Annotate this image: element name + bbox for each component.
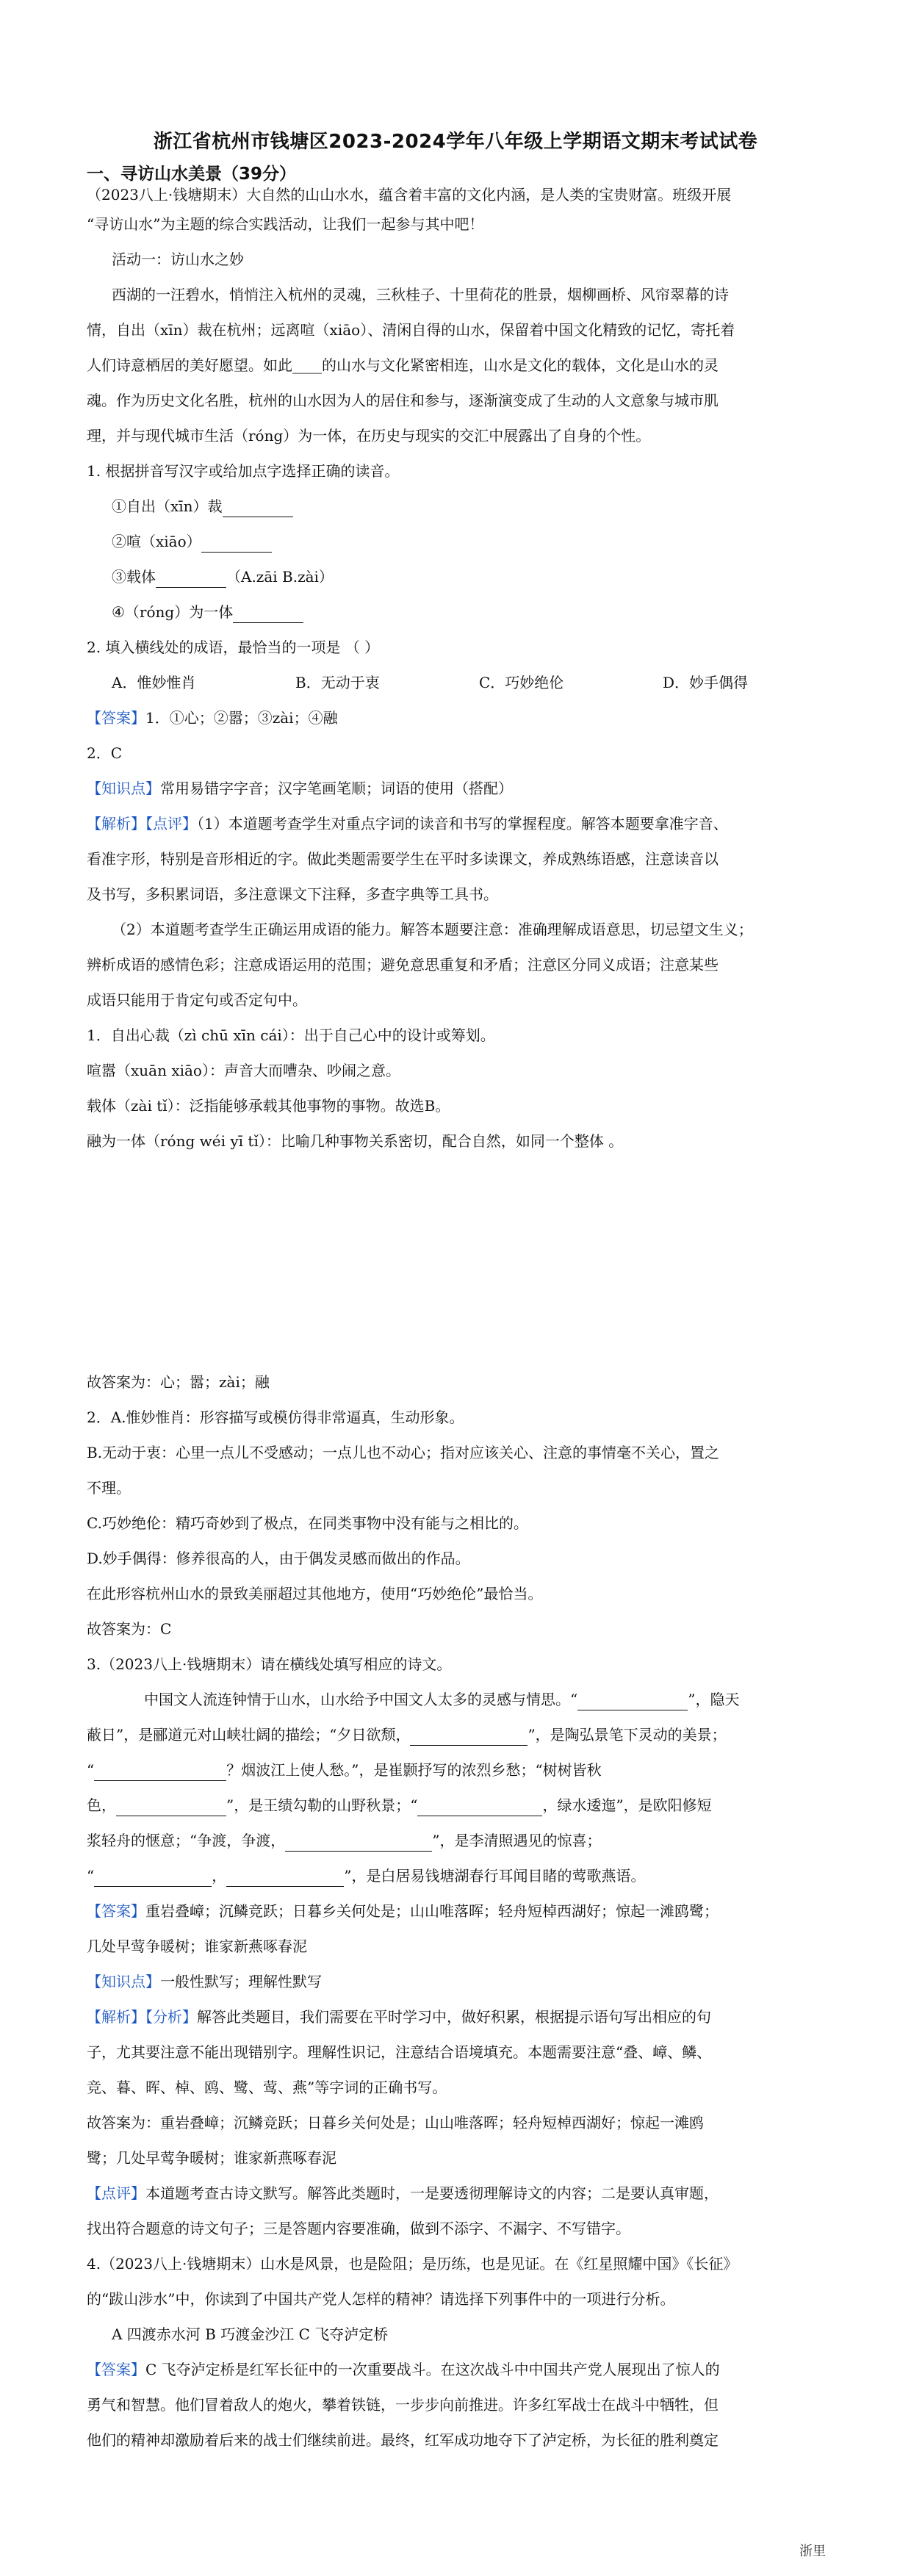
- question-4: 4.（2023八上·钱塘期末）山水是风景，也是险阻；是历练，也是见证。在《红星照耀中国》《长征》: [87, 2255, 738, 2273]
- analysis-line: 不理。: [87, 1479, 131, 1497]
- analysis-line: 鹭；几处早莺争暖树；谁家新燕啄春泥: [87, 2149, 336, 2167]
- analysis-line: 融为一体（róng wéi yī tǐ）：比喻几种事物关系密切，配合自然，如同一个整体 。: [87, 1132, 624, 1150]
- answer-2: 2．C: [87, 744, 123, 762]
- comment-line: 找出符合题意的诗文句子；三是答题内容要准确，做到不添字、不漏字、不写错字。: [87, 2220, 630, 2237]
- analysis-line: 看准字形，特别是音形相近的字。做此类题需要学生在平时多读课文，养成熟练语感，注意读音以: [87, 850, 719, 868]
- answer-3: 【答案】重岩叠嶂；沉鳞竞跃；日暮乡关何处是；山山唯落晖；轻舟短棹西湖好；惊起一滩鸥鹭；: [87, 1902, 719, 1920]
- analysis-line: 2．A.惟妙惟肖：形容描写或模仿得非常逼真，生动形象。: [87, 1408, 464, 1426]
- analysis-line: 子，尤其要注意不能出现错别字。理解性识记，注意结合语境填充。本题需要注意“叠、嶂、鳞、: [87, 2043, 712, 2061]
- section-heading: 一、寻访山水美景（39分）: [87, 165, 297, 184]
- activity-heading: 活动一：访山水之妙: [112, 251, 244, 268]
- analysis-line: 竞、暮、晖、棹、鸥、鹭、莺、燕”等字词的正确书写。: [87, 2079, 447, 2096]
- analysis-line: 载体（zài tǐ）：泛指能够承载其他事物的事物。故选B。: [87, 1097, 450, 1115]
- analysis-line: 辨析成语的感情色彩；注意成语运用的范围；避免意思重复和矛盾；注意区分同义成语；注意某些: [87, 956, 719, 974]
- analysis-line: 在此形容杭州山水的景致美丽超过其他地方，使用“巧妙绝伦”最恰当。: [87, 1585, 543, 1602]
- answer-4: 勇气和智慧。他们冒着敌人的炮火，攀着铁链，一步步向前推进。许多红军战士在战斗中牺牲，但: [87, 2396, 719, 2414]
- comment-line: 【点评】本道题考查古诗文默写。解答此类题时，一是要透彻理解诗文的内容；二是要认真审题，: [87, 2184, 719, 2202]
- analysis-line: 成语只能用于肯定句或否定句中。: [87, 991, 307, 1009]
- analysis-line: B.无动于衷：心里一点儿不受感动；一点儿也不动心；指对应该关心、注意的事情毫不关心，置之: [87, 1444, 720, 1461]
- analysis-line: 故答案为：心；嚣；zài；融: [87, 1373, 270, 1391]
- passage-line: 魂。作为历史文化名胜，杭州的山水因为人的居住和参与，逐渐演变成了生动的人文意象与城市肌: [87, 392, 719, 409]
- q3-line: 色， ”，是王绩勾勒的山野秋景；“ ，绿水逶迤”，是欧阳修短: [87, 1794, 829, 1816]
- q3-line: 中国文人流连钟情于山水，山水给予中国文人太多的灵感与情思。“ ”，隐天: [144, 1688, 886, 1710]
- analysis-line: C.巧妙绝伦：精巧奇妙到了极点，在同类事物中没有能与之相比的。: [87, 1514, 528, 1532]
- q2-option-c: C．巧妙绝伦: [479, 674, 564, 691]
- analysis-line: D.妙手偶得：修养很高的人，由于偶发灵感而做出的作品。: [87, 1550, 470, 1567]
- knowledge-point: 【知识点】一般性默写；理解性默写: [87, 1973, 322, 1990]
- analysis-line: 【解析】【分析】解答此类题目，我们需要在平时学习中，做好积累，根据提示语句写出相应的句: [87, 2008, 711, 2026]
- analysis-line: （2）本道题考查学生正确运用成语的能力。解答本题要注意：准确理解成语意思，切忌望文生义；: [112, 921, 753, 938]
- answer-4: 【答案】C 飞夺泸定桥是红军长征中的一次重要战斗。在这次战斗中中国共产党人展现出了惊人的: [87, 2361, 720, 2378]
- passage-line: 情，自出（xīn）裁在杭州；远离喧（xiāo）、清闲自得的山水，保留着中国文化精致的记忆，寄托着: [87, 321, 735, 339]
- q3-line: 蔽日”，是郦道元对山峡壮阔的描绘；“夕日欲颓， ”，是陶弘景笔下灵动的美景；: [87, 1724, 829, 1746]
- question-3: 3.（2023八上·钱塘期末）请在横线处填写相应的诗文。: [87, 1655, 452, 1673]
- q3-line: “ ？烟波江上使人愁。”，是崔颢抒写的浓烈乡愁；“树树皆秋: [87, 1759, 829, 1781]
- knowledge-point: 【知识点】常用易错字字音；汉字笔画笔顺；词语的使用（搭配）: [87, 780, 513, 797]
- intro-line: （2023八上·钱塘期末）大自然的山山水水，蕴含着丰富的文化内涵，是人类的宝贵财富。班级开展: [87, 186, 732, 204]
- q2-option-a: A．惟妙惟肖: [112, 674, 196, 691]
- q1-item: ③载体 （A.zāi B.zài）: [112, 566, 854, 588]
- analysis-line: 【解析】【点评】（1）本道题考查学生对重点字词的读音和书写的掌握程度。解答本题要拿准字音、: [87, 815, 728, 832]
- q4-options: A 四渡赤水河 B 巧渡金沙江 C 飞夺泸定桥: [112, 2325, 389, 2343]
- analysis-line: 喧嚣（xuān xiāo）：声音大而嘈杂、吵闹之意。: [87, 1062, 400, 1079]
- analysis-line: 1．自出心裁（zì chū xīn cái）：出于自己心中的设计或筹划。: [87, 1026, 495, 1044]
- q3-line: “ ， ”，是白居易钱塘湖春行耳闻目睹的莺歌燕语。: [87, 1865, 829, 1887]
- answer-1: 【答案】1．①心；②嚣；③zài；④融: [87, 709, 338, 727]
- answer-4: 他们的精神却激励着后来的战士们继续前进。最终，红军成功地夺下了泸定桥，为长征的胜利奠定: [87, 2431, 719, 2449]
- q1-item: ④（róng）为一体: [112, 601, 854, 623]
- passage-line: 人们诗意栖居的美好愿望。如此____的山水与文化紧密相连，山水是文化的载体，文化是山水的灵: [87, 356, 719, 374]
- question-2: 2. 填入横线处的成语，最恰当的一项是 （ ）: [87, 638, 380, 656]
- q3-line: 浆轻舟的惬意；“争渡，争渡， ”，是李清照遇见的惊喜；: [87, 1830, 829, 1852]
- question-4: 的“跋山涉水”中，你读到了中国共产党人怎样的精神？请选择下列事件中的一项进行分析。: [87, 2290, 675, 2308]
- analysis-line: 故答案为：C: [87, 1620, 172, 1638]
- question-1: 1. 根据拼音写汉字或给加点字选择正确的读音。: [87, 462, 400, 480]
- q2-option-b: B．无动于衷: [295, 674, 380, 691]
- page-footer: 浙里: [799, 2544, 826, 2559]
- analysis-line: 故答案为：重岩叠嶂；沉鳞竞跃；日暮乡关何处是；山山唯落晖；轻舟短棹西湖好；惊起一滩鸥: [87, 2114, 704, 2131]
- passage-line: 理，并与现代城市生活（róng）为一体，在历史与现实的交汇中展露出了自身的个性。: [87, 427, 651, 445]
- analysis-line: 及书写，多积累词语，多注意课文下注释，多查字典等工具书。: [87, 885, 498, 903]
- passage-line: 西湖的一汪碧水，悄悄注入杭州的灵魂，三秋桂子、十里荷花的胜景，烟柳画桥、风帘翠幕的诗: [112, 286, 729, 303]
- intro-line: “寻访山水”为主题的综合实践活动，让我们一起参与其中吧！: [87, 215, 484, 233]
- q1-item: ②喧（xiāo）: [112, 530, 854, 553]
- q1-item: ①自出（xīn）裁: [112, 495, 854, 517]
- page-title: 浙江省杭州市钱塘区2023-2024学年八年级上学期语文期末考试试卷: [153, 131, 758, 153]
- q2-option-d: D．妙手偶得: [663, 674, 749, 691]
- answer-3: 几处早莺争暖树；谁家新燕啄春泥: [87, 1938, 307, 1955]
